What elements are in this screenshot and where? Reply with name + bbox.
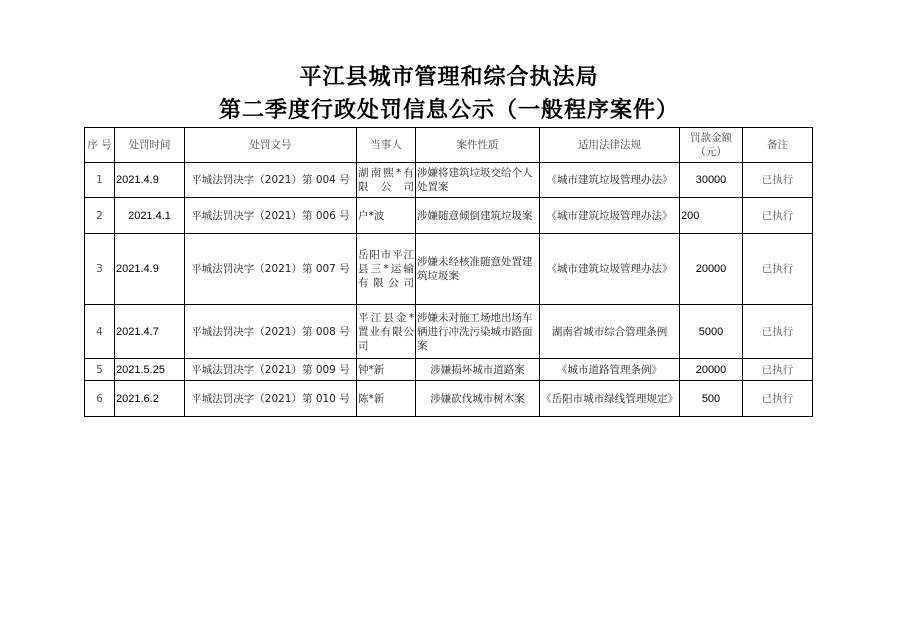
cell-doc-number: 平城法罚决字（2021）第 004 号: [185, 163, 357, 198]
cell-party: 平江县金*置业有限公司: [357, 305, 416, 359]
header-remark: 备注: [743, 128, 813, 163]
cell-remark: 已执行: [743, 198, 813, 234]
table-row: [85, 381, 813, 417]
cell-date: 2021.5.25: [115, 359, 185, 381]
cell-doc-number: 平城法罚决字（2021）第 006 号: [185, 198, 357, 234]
table-row: [85, 163, 813, 198]
cell-doc-number: 平城法罚决字（2021）第 007 号: [185, 234, 357, 305]
cell-remark: 已执行: [743, 163, 813, 198]
table-header-row: [85, 128, 813, 163]
header-date: 处罚时间: [115, 128, 185, 163]
cell-party: 钟*新: [357, 359, 416, 381]
cell-fine: 5000: [680, 305, 743, 359]
header-fine-unit: （元）: [695, 146, 727, 158]
cell-date: 2021.4.7: [115, 305, 185, 359]
cell-fine: 20000: [680, 234, 743, 305]
cell-case-nature: 涉嫌砍伐城市树木案: [416, 381, 540, 417]
cell-date: 2021.4.9: [115, 163, 185, 198]
cell-date: 2021.4.1: [115, 198, 185, 234]
header-seq: 序 号: [85, 128, 115, 163]
cell-party: 岳阳市平江县三*运输有限公司: [357, 234, 416, 305]
cell-party: 户*波: [357, 198, 416, 234]
cell-seq: 4: [85, 305, 115, 359]
document-title: 平江县城市管理和综合执法局: [299, 65, 599, 90]
cell-party: 湖南熙*有限公司: [357, 163, 416, 198]
cell-date: 2021.4.9: [115, 234, 185, 305]
cell-case-nature: 涉嫌未对施工场地出场车辆进行冲洗污染城市路面案: [416, 305, 540, 359]
header-law: 适用法律法规: [540, 128, 680, 163]
cell-case-nature: 涉嫌随意倾倒建筑垃圾案: [416, 198, 540, 234]
cell-doc-number: 平城法罚决字（2021）第 010 号: [185, 381, 357, 417]
table-row: [85, 234, 813, 305]
penalty-table: [84, 127, 813, 417]
cell-seq: 5: [85, 359, 115, 381]
cell-remark: 已执行: [743, 359, 813, 381]
cell-seq: 1: [85, 163, 115, 198]
table-row: [85, 198, 813, 234]
cell-fine: 30000: [680, 163, 743, 198]
cell-law: 《城市建筑垃圾管理办法》: [540, 163, 680, 198]
cell-law: 《城市建筑垃圾管理办法》: [540, 198, 680, 234]
header-fine: [680, 128, 743, 163]
header-fine-label: 罚款金额: [690, 132, 732, 144]
cell-remark: 已执行: [743, 305, 813, 359]
cell-remark: 已执行: [743, 234, 813, 305]
cell-seq: 2: [85, 198, 115, 234]
header-doc-number: 处罚文号: [185, 128, 357, 163]
table-row: [85, 305, 813, 359]
header-case-nature: 案件性质: [416, 128, 540, 163]
cell-law: 《岳阳市城市绿线管理规定》: [540, 381, 680, 417]
cell-law: 《城市建筑垃圾管理办法》: [540, 234, 680, 305]
cell-date: 2021.6.2: [115, 381, 185, 417]
cell-seq: 6: [85, 381, 115, 417]
table-row: [85, 359, 813, 381]
header-party: 当事人: [357, 128, 416, 163]
cell-law: 《城市道路管理条例》: [540, 359, 680, 381]
cell-fine: 200: [680, 198, 743, 234]
cell-case-nature: 涉嫌将建筑垃圾交给个人处置案: [416, 163, 540, 198]
cell-doc-number: 平城法罚决字（2021）第 008 号: [185, 305, 357, 359]
cell-doc-number: 平城法罚决字（2021）第 009 号: [185, 359, 357, 381]
cell-fine: 500: [680, 381, 743, 417]
cell-party: 陈*新: [357, 381, 416, 417]
cell-fine: 20000: [680, 359, 743, 381]
cell-remark: 已执行: [743, 381, 813, 417]
cell-law: 湖南省城市综合管理条例: [540, 305, 680, 359]
cell-seq: 3: [85, 234, 115, 305]
document-subtitle: 第二季度行政处罚信息公示（一般程序案件）: [218, 98, 679, 123]
cell-case-nature: 涉嫌损坏城市道路案: [416, 359, 540, 381]
cell-case-nature: 涉嫌未经核准随意处置建筑垃圾案: [416, 234, 540, 305]
